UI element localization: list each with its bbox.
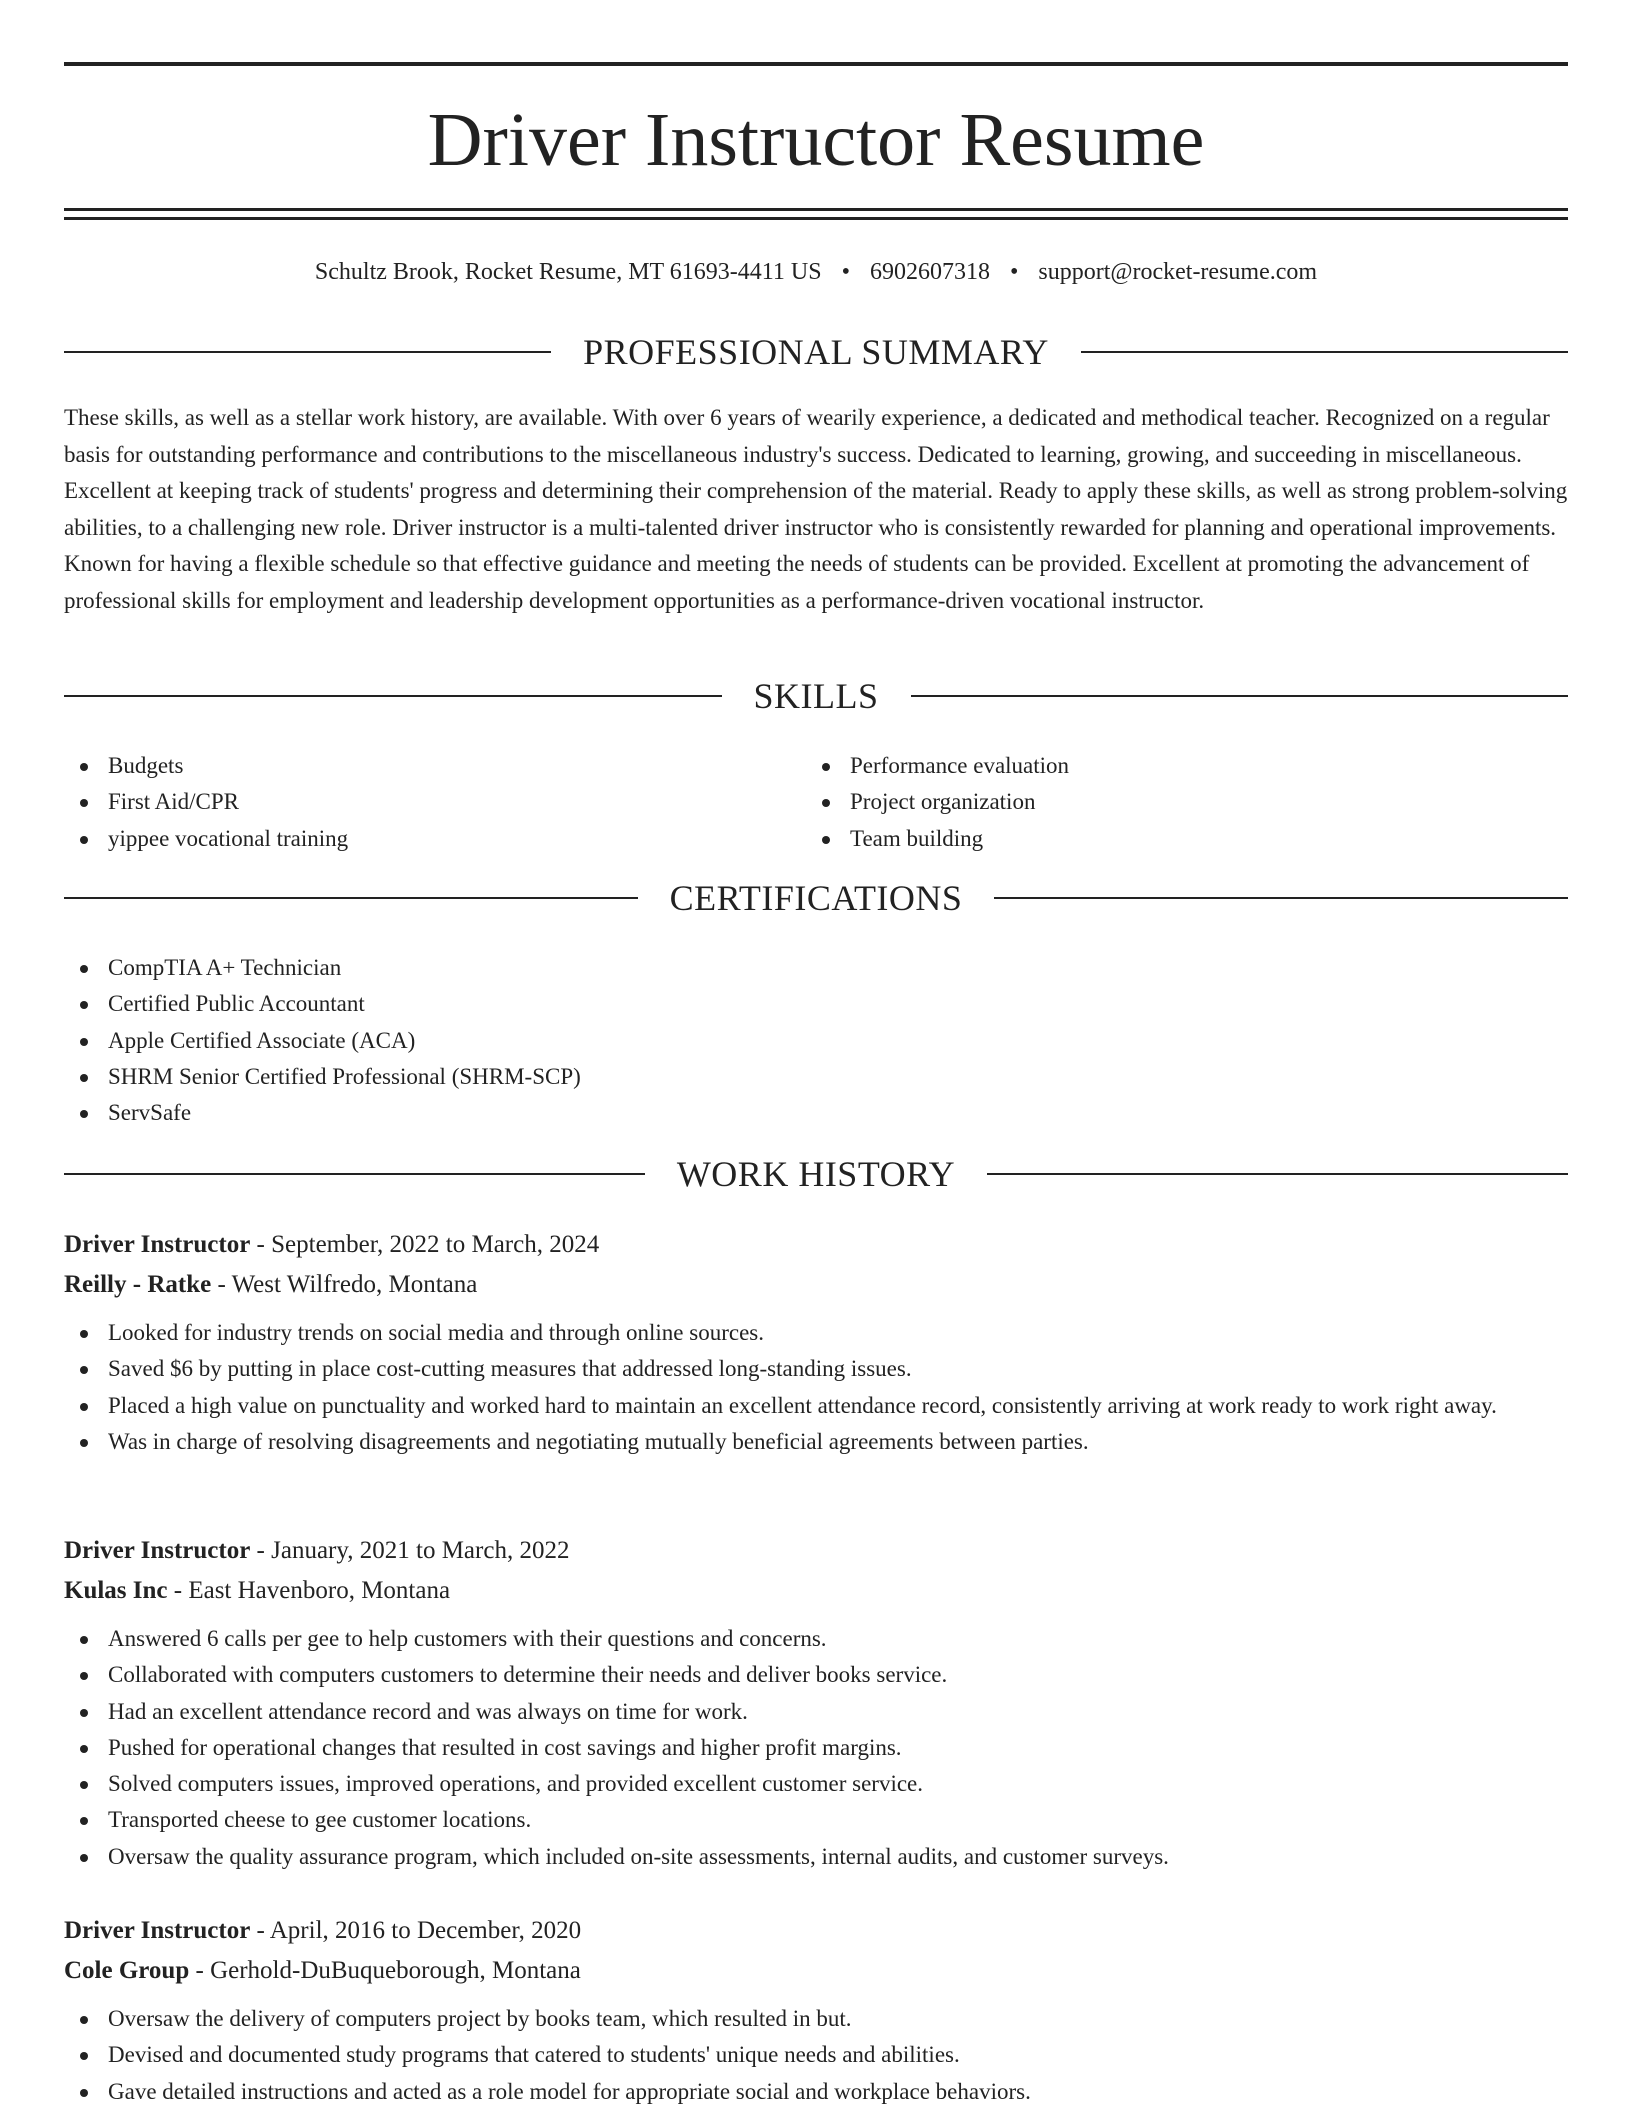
divider-line xyxy=(64,351,551,353)
job-dates: - April, 2016 to December, 2020 xyxy=(250,1917,582,1944)
job-company-line xyxy=(64,1265,1568,1305)
title-double-rule xyxy=(64,208,1568,220)
divider-line xyxy=(987,1173,1568,1175)
contact-email: support@rocket-resume.com xyxy=(1038,259,1318,285)
job-location: - West Wilfredo, Montana xyxy=(211,1271,478,1298)
skill-item: yippee vocational training xyxy=(64,821,764,857)
job-location: - Gerhold-DuBuqueborough, Montana xyxy=(189,1957,581,1984)
certification-item: ServSafe xyxy=(64,1095,1568,1131)
job-bullet: Answered 6 calls per gee to help customers with their questions and concerns. xyxy=(64,1621,1568,1657)
contact-separator: • xyxy=(841,259,850,285)
section-title: WORK HISTORY xyxy=(676,1154,956,1194)
skill-item: Team building xyxy=(806,821,1506,857)
section-title: SKILLS xyxy=(753,676,879,716)
professional-summary-text: These skills, as well as a stellar work history, are available. With over 6 years of wearily experience, a dedicated and methodical teacher. Recognized on a regular basis for outstanding performance and contributions to the miscellaneous industry's success. Dedicated to learning, growing, and succeeding in miscellaneous. Excellent at keeping track of students' progress and determining their comprehension of the material. Ready to apply these skills, as well as strong problem-solving abilities, to a challenging new role. Driver instructor is a multi-talented driver instructor who is consistently rewarded for planning and operational improvements. Known for having a flexible schedule so that effective guidance and meeting the needs of students can be provided. Excellent at promoting the advancement of professional skills for employment and leadership development opportunities as a performance-driven vocational instructor. xyxy=(64,405,1568,613)
job-bullet: Was in charge of resolving disagreements and negotiating mutually beneficial agreements between parties. xyxy=(64,1424,1568,1460)
divider-line xyxy=(994,897,1568,899)
job-title-line xyxy=(64,1531,1568,1571)
job-dates: - September, 2022 to March, 2024 xyxy=(250,1231,600,1258)
contact-separator: • xyxy=(1009,259,1019,285)
top-rule xyxy=(64,62,1568,66)
skill-item: Performance evaluation xyxy=(806,748,1506,784)
skills-list-right xyxy=(806,748,1506,857)
job-entry xyxy=(64,1531,1568,1875)
job-entry xyxy=(64,1225,1568,1460)
skill-item: Project organization xyxy=(806,784,1506,820)
certification-item: CompTIA A+ Technician xyxy=(64,950,1568,986)
job-bullet: Solved computers issues, improved operations, and provided excellent customer service. xyxy=(64,1766,1568,1802)
section-header-work-history xyxy=(64,1152,1568,1196)
job-bullet: Devised and documented study programs that catered to students' unique needs and abilities. xyxy=(64,2037,1568,2073)
job-company-line xyxy=(64,1571,1568,1611)
job-bullet: Oversaw the quality assurance program, which included on-site assessments, internal audits, and customer surveys. xyxy=(64,1839,1568,1875)
job-company: Reilly - Ratke xyxy=(64,1271,212,1298)
section-title: CERTIFICATIONS xyxy=(669,878,963,918)
divider-line xyxy=(911,695,1569,697)
divider-line xyxy=(1081,351,1568,353)
job-bullets xyxy=(64,1621,1568,1875)
section-header-certifications xyxy=(64,876,1568,920)
certification-item: Apple Certified Associate (ACA) xyxy=(64,1023,1568,1059)
divider-line xyxy=(64,695,722,697)
job-title-line xyxy=(64,1911,1568,1951)
job-title: Driver Instructor xyxy=(64,1917,251,1944)
job-bullet: Had an excellent attendance record and was always on time for work. xyxy=(64,1694,1568,1730)
certification-item: Certified Public Accountant xyxy=(64,986,1568,1022)
job-company: Cole Group xyxy=(64,1957,190,1984)
section-title: PROFESSIONAL SUMMARY xyxy=(583,332,1049,372)
job-title-line xyxy=(64,1225,1568,1265)
skill-item: Budgets xyxy=(64,748,764,784)
job-bullet: Gave detailed instructions and acted as a role model for appropriate social and workplace behaviors. xyxy=(64,2074,1568,2110)
section-header-summary xyxy=(64,330,1568,374)
job-title: Driver Instructor xyxy=(64,1537,251,1564)
contact-phone: 6902607318 xyxy=(869,259,990,285)
job-bullet: Placed a high value on punctuality and worked hard to maintain an excellent attendance record, consistently arriving at work ready to work right away. xyxy=(64,1388,1568,1424)
job-bullet: Saved $6 by putting in place cost-cutting measures that addressed long-standing issues. xyxy=(64,1351,1568,1387)
job-bullet: Looked for industry trends on social media and through online sources. xyxy=(64,1315,1568,1351)
divider-line xyxy=(64,1173,645,1175)
skill-item: First Aid/CPR xyxy=(64,784,764,820)
job-dates: - January, 2021 to March, 2022 xyxy=(250,1537,570,1564)
job-title: Driver Instructor xyxy=(64,1231,251,1258)
job-location: - East Havenboro, Montana xyxy=(167,1577,451,1604)
job-bullet: Transported cheese to gee customer locations. xyxy=(64,1802,1568,1838)
job-bullet: Collaborated with computers customers to determine their needs and deliver books service. xyxy=(64,1657,1568,1693)
job-bullet: Pushed for operational changes that resulted in cost savings and higher profit margins. xyxy=(64,1730,1568,1766)
certification-item: SHRM Senior Certified Professional (SHRM-SCP) xyxy=(64,1059,1568,1095)
skills-list-left xyxy=(64,748,764,857)
contact-line xyxy=(64,254,1568,290)
job-entry xyxy=(64,1911,1568,2110)
contact-address: Schultz Brook, Rocket Resume, MT 61693-4411 US xyxy=(314,259,822,285)
job-company-line xyxy=(64,1951,1568,1991)
job-bullets xyxy=(64,2001,1568,2110)
job-bullet: Oversaw the delivery of computers project by books team, which resulted in but. xyxy=(64,2001,1568,2037)
job-bullets xyxy=(64,1315,1568,1460)
resume-title: Driver Instructor Resume xyxy=(427,98,1205,182)
section-header-skills xyxy=(64,674,1568,718)
divider-line xyxy=(64,897,638,899)
job-company: Kulas Inc xyxy=(64,1577,168,1604)
certifications-list xyxy=(64,950,1568,1131)
